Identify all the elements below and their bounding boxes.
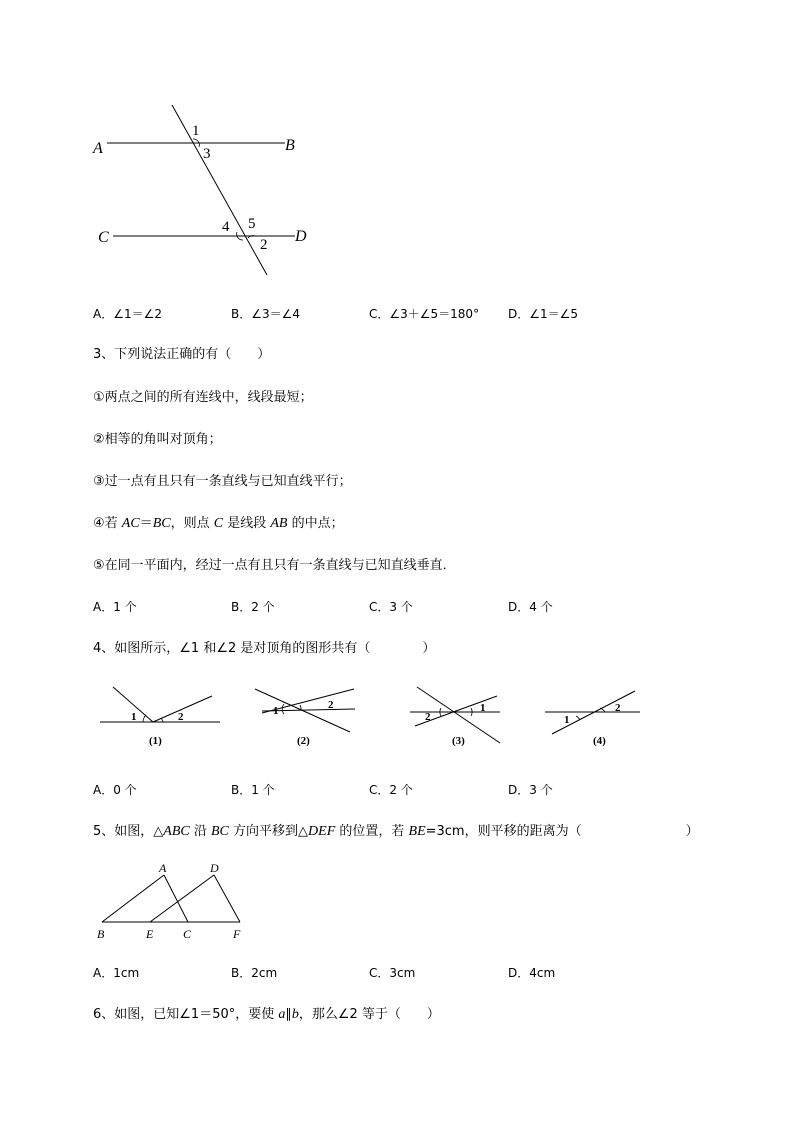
side-ba — [102, 875, 164, 922]
math-abc: ABC — [163, 824, 190, 839]
math-ac: AC — [121, 516, 140, 531]
fig2-label-2: 2 — [328, 699, 334, 711]
math-ab: AB — [270, 516, 288, 531]
q6-stem — [93, 1006, 440, 1024]
label-angle-2: 2 — [260, 237, 268, 253]
fig3-label-2: 2 — [425, 711, 431, 723]
fig3-caption: (3) — [452, 735, 465, 747]
label-angle-1: 1 — [192, 123, 200, 139]
q5-option-a: A．1cm — [93, 966, 140, 980]
q3-option-c: C．3 个 — [369, 600, 413, 614]
math-b: b — [291, 1007, 299, 1022]
q3-item-4-mid: ，则点 — [170, 516, 214, 531]
q3-option-a: A．1 个 — [93, 600, 137, 614]
q4-figure-3 — [405, 680, 505, 750]
side-ac — [164, 875, 188, 922]
q5-option-b: B．2cm — [231, 966, 278, 980]
math-def: DEF — [308, 824, 336, 839]
q6-stem-s1: ∥ — [285, 1007, 292, 1022]
label-angle-5: 5 — [248, 216, 256, 232]
q4-figure-4 — [540, 680, 645, 750]
transversal — [172, 105, 267, 275]
label-angle-4: 4 — [222, 219, 230, 235]
label-b: B — [285, 137, 295, 154]
q3-item-4-eq: ＝ — [139, 516, 153, 531]
q5-stem-pre: 5、如图，△ — [93, 824, 164, 839]
q5-figure — [90, 860, 250, 945]
q2-option-b: B．∠3＝∠4 — [231, 307, 301, 321]
q5-option-d: D．4cm — [508, 966, 556, 980]
q4-option-d: D．3 个 — [508, 783, 553, 797]
q5-label-d: D — [210, 861, 219, 875]
fig1-label-2: 2 — [178, 711, 184, 723]
q2-figure — [85, 95, 325, 285]
q4-figure-2 — [250, 680, 365, 750]
q3-item-3: ③过一点有且只有一条直线与已知直线平行； — [93, 474, 352, 489]
label-c: C — [98, 229, 109, 246]
q2-option-a: A．∠1＝∠2 — [93, 307, 162, 321]
q3-item-4-post: 的中点； — [287, 516, 344, 531]
fig1-caption: (1) — [149, 735, 162, 747]
label-angle-3: 3 — [203, 146, 211, 162]
side-df — [214, 875, 240, 922]
q5-label-f: F — [233, 927, 241, 941]
q6-stem-s2: ，那么∠2 等于（ ） — [298, 1007, 440, 1022]
math-c: C — [213, 516, 224, 531]
fig4-caption: (4) — [593, 735, 606, 747]
q3-option-d: D．4 个 — [508, 600, 553, 614]
math-a: a — [278, 1007, 286, 1022]
math-bc-dir: BC — [211, 824, 229, 839]
q5-stem-s2: 方向平移到△ — [228, 824, 309, 839]
q4-option-b: B．1 个 — [231, 783, 275, 797]
q2-option-c: C．∠3＋∠5＝180° — [369, 307, 480, 321]
fig4-label-1: 1 — [564, 714, 570, 726]
q5-label-b: B — [97, 927, 105, 941]
q3-item-4 — [93, 515, 344, 533]
q4-option-a: A．0 个 — [93, 783, 137, 797]
q3-item-4-pre: ④若 — [93, 516, 122, 531]
label-a: A — [93, 140, 103, 157]
q5-label-e: E — [146, 927, 154, 941]
q4-stem: 4、如图所示，∠1 和∠2 是对顶角的图形共有（ ） — [93, 641, 436, 656]
q3-item-4-mid2: 是线段 — [223, 516, 271, 531]
q5-label-c: C — [183, 927, 192, 941]
q2-option-d: D．∠1＝∠5 — [508, 307, 579, 321]
q5-stem-s3: 的位置，若 — [335, 824, 409, 839]
q5-label-a: A — [159, 861, 167, 875]
q3-option-b: B．2 个 — [231, 600, 275, 614]
q3-item-2: ②相等的角叫对顶角； — [93, 432, 222, 447]
q6-stem-pre: 6、如图，已知∠1＝50°，要使 — [93, 1007, 279, 1022]
q3-stem: 3、下列说法正确的有（ ） — [93, 347, 271, 362]
fig2-label-1: 1 — [273, 705, 279, 717]
fig1-label-1: 1 — [131, 711, 137, 723]
fig4-label-2: 2 — [615, 702, 621, 714]
q5-option-c: C．3cm — [369, 966, 416, 980]
q4-figure-1 — [95, 680, 225, 750]
q3-item-1: ①两点之间的所有连线中，线段最短； — [93, 390, 313, 405]
q4-option-c: C．2 个 — [369, 783, 413, 797]
q3-item-5: ⑤在同一平面内，经过一点有且只有一条直线与已知直线垂直． — [93, 558, 456, 573]
math-bc: BC — [152, 516, 171, 531]
side-ed — [150, 875, 214, 922]
fig3-label-1: 1 — [480, 702, 486, 714]
q5-stem — [93, 823, 699, 841]
label-d: D — [295, 228, 307, 245]
math-be: BE — [408, 824, 426, 839]
q5-stem-s1: 沿 — [189, 824, 211, 839]
q5-stem-s4: =3cm，则平移的距离为（ ） — [425, 824, 699, 839]
fig2-caption: (2) — [297, 735, 310, 747]
